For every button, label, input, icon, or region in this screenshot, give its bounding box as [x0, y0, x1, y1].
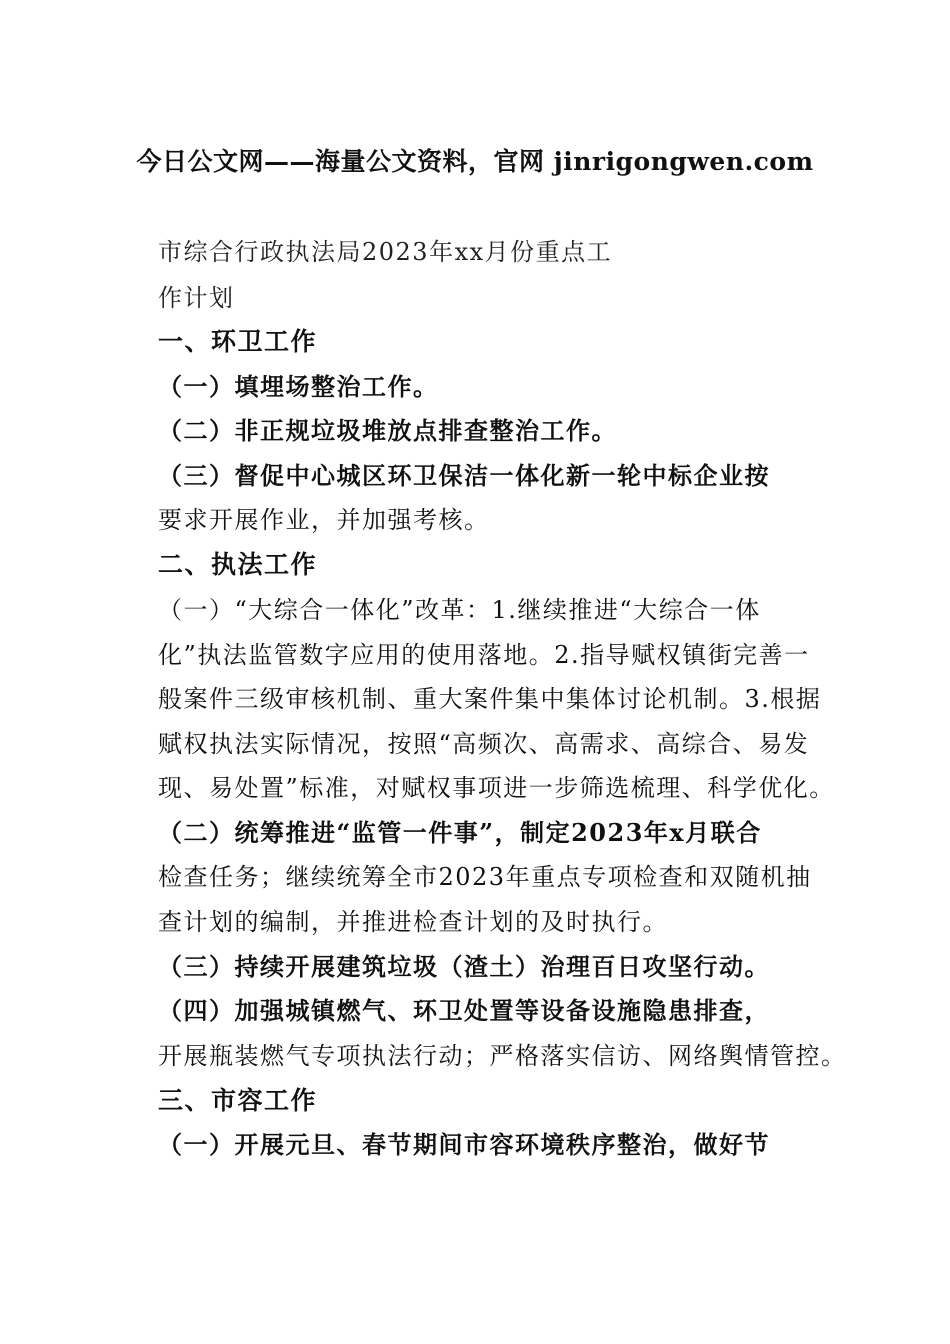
section2-item-1-line-5: 现、易处置”标准，对赋权事项进一步筛选梳理、科学优化。 — [158, 774, 835, 802]
section1-item-3-line-1: （三）督促中心城区环卫保洁一体化新一轮中标企业按 — [158, 461, 770, 490]
section3-item-1-line-1: （一）开展元旦、春节期间市容环境秩序整治，做好节 — [158, 1130, 770, 1159]
section-heading-enforcement: 二、执法工作 — [158, 550, 318, 579]
site-header: 今日公文网——海量公文资料，官网 jinrigongwen.com — [136, 147, 814, 176]
section2-item-1-line-3: 般案件三级审核机制、重大案件集中集体讨论机制。3.根据 — [158, 685, 822, 713]
section-heading-sanitation: 一、环卫工作 — [158, 327, 318, 356]
section2-item-2-line-2: 检查任务；继续统筹全市2023年重点专项检查和双随机抽 — [158, 863, 812, 891]
section2-item-2-line-3: 查计划的编制，并推进检查计划的及时执行。 — [158, 908, 668, 936]
section1-item-1: （一）填埋场整治工作。 — [158, 372, 439, 401]
section2-item-4-line-1: （四）加强城镇燃气、环卫处置等设备设施隐患排查， — [158, 996, 770, 1025]
section2-item-3: （三）持续开展建筑垃圾（渣土）治理百日攻坚行动。 — [158, 952, 770, 981]
section2-item-1-line-1: （一）“大综合一体化”改革：1.继续推进“大综合一体 — [158, 596, 761, 624]
section1-item-2: （二）非正规垃圾堆放点排查整治工作。 — [158, 416, 617, 445]
section1-item-3-line-2: 要求开展作业，并加强考核。 — [158, 506, 490, 534]
section2-item-4-line-2: 开展瓶装燃气专项执法行动；严格落实信访、网络舆情管控。 — [158, 1042, 847, 1070]
section2-item-2-line-1: （二）统筹推进“监管一件事”，制定2023年x月联合 — [158, 818, 762, 847]
document-title-line-1: 市综合行政执法局2023年xx月份重点工 — [158, 238, 613, 266]
document-title-line-2: 作计划 — [158, 284, 235, 312]
section-heading-city-appearance: 三、市容工作 — [158, 1086, 318, 1115]
section2-item-1-line-4: 赋权执法实际情况，按照“高频次、高需求、高综合、易发 — [158, 730, 810, 758]
section2-item-1-line-2: 化”执法监管数字应用的使用落地。2.指导赋权镇街完善一 — [158, 641, 810, 669]
